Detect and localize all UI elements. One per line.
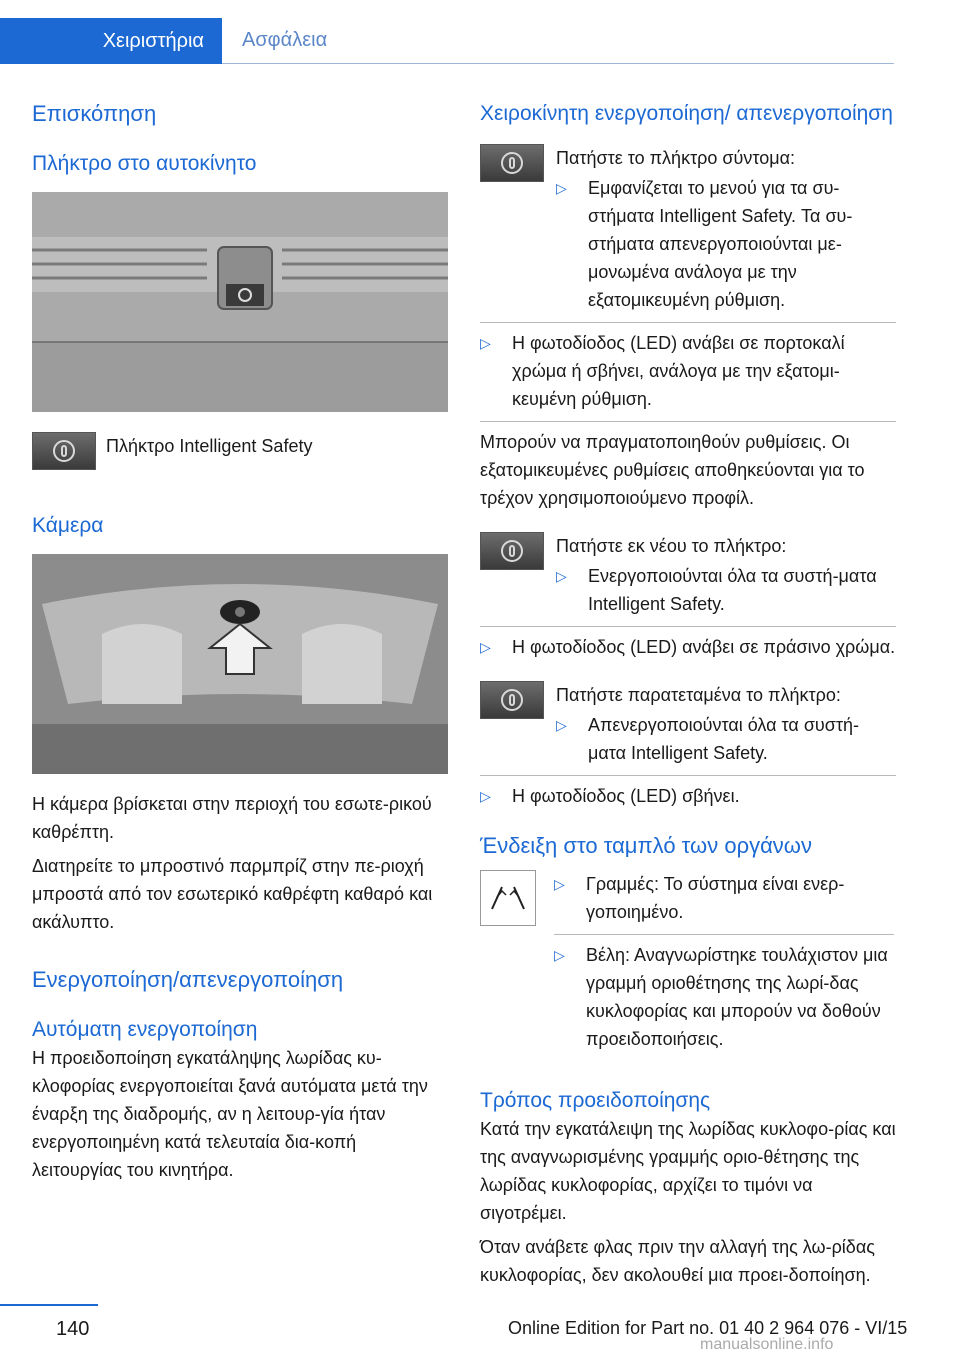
edition-text: Online Edition for Part no. 01 40 2 964 076 - VI/15 xyxy=(508,1318,908,1338)
overview-heading: Επισκόπηση xyxy=(32,101,157,126)
press-again-block xyxy=(480,532,896,618)
divider xyxy=(480,421,896,422)
intelligent-safety-button-icon xyxy=(480,681,544,719)
camera-text-2: Διατηρείτε το μπροστινό παρμπρίζ στην πε-ριοχή μπροστά από τον εσωτερικό καθρέφτη καθαρό και ακάλυπτο. xyxy=(32,856,433,932)
intelligent-safety-button-icon xyxy=(480,144,544,182)
auto-activation-heading: Αυτόματη ενεργοποίηση xyxy=(32,1018,258,1041)
bullet-triangle-icon: ▷ xyxy=(556,568,567,584)
footer-line xyxy=(0,1304,98,1306)
list-item: ▷ Η φωτοδίοδος (LED) ανάβει σε πορτοκαλί χρώμα ή σβήνει, ανάλογα με την εξατομι-κευμένη ρύθμιση. xyxy=(480,329,896,413)
button-section-heading: Πλήκτρο στο αυτοκίνητο xyxy=(32,152,257,175)
list-item: ▷ Βέλη: Αναγνωρίστηκε τουλάχιστον μια γραμμή οριοθέτησης της λωρί-δας κυκλοφορίας και μπορούν να δοθούν προειδοποιήσεις. xyxy=(554,941,894,1053)
press-long-text: Πατήστε παρατεταμένα το πλήκτρο: xyxy=(556,685,841,705)
button-legend xyxy=(32,432,448,470)
divider xyxy=(554,934,894,935)
list-item: ▷ Ενεργοποιούνται όλα τα συστή-ματα Intelligent Safety. xyxy=(556,562,896,618)
tab-safety[interactable]: Ασφάλεια xyxy=(222,18,894,64)
settings-text: Μπορούν να πραγματοποιηθούν ρυθμίσεις. Οι εξατομικευμένες ρυθμίσεις αποθηκεύονται για το τρέχον χρησιμοποιούμενο προφίλ. xyxy=(480,432,865,508)
camera-heading: Κάμερα xyxy=(32,514,104,537)
camera-text-1: Η κάμερα βρίσκεται στην περιοχή του εσωτε-ρικού καθρέπτη. xyxy=(32,794,432,842)
press-short-block xyxy=(480,144,896,314)
list-item: ▷ Γραμμές: Το σύστημα είναι ενερ-γοποιημένο. xyxy=(554,870,894,926)
page-number: 140 xyxy=(56,1318,90,1340)
bullet-triangle-icon: ▷ xyxy=(556,717,567,733)
lane-lines-icon xyxy=(480,870,536,926)
warning-text-1: Κατά την εγκατάλειψη της λωρίδας κυκλοφο-ρίας και της αναγνωρισμένης γραμμής οριο-θέτησης της λωρίδας κυκλοφορίας, αρχίζει το τιμόνι να σιγοτρέμει. xyxy=(480,1119,896,1223)
bullet-triangle-icon: ▷ xyxy=(480,788,491,804)
bullet-triangle-icon: ▷ xyxy=(554,947,565,963)
header-bar xyxy=(0,0,960,64)
activation-heading: Ενεργοποίηση/απενεργοποίηση xyxy=(32,967,344,992)
press-again-text: Πατήστε εκ νέου το πλήκτρο: xyxy=(556,536,787,556)
intelligent-safety-button-icon xyxy=(32,432,96,470)
display-block xyxy=(480,870,896,1053)
bullet-triangle-icon: ▷ xyxy=(556,180,567,196)
right-column xyxy=(480,100,896,1289)
manual-activation-heading: Χειροκίνητη ενεργοποίηση/ απενεργοποίηση xyxy=(480,102,893,125)
list-item: ▷ Η φωτοδίοδος (LED) ανάβει σε πράσινο χρώμα. xyxy=(480,633,896,661)
list-item: ▷ Απενεργοποιούνται όλα τα συστή-ματα Intelligent Safety. xyxy=(556,711,896,767)
divider xyxy=(480,775,896,776)
list-item: ▷ Εμφανίζεται το μενού για τα συ-στήματα Intelligent Safety. Τα συ-στήματα απενεργοποιούνται με-μονωμένα ανάλογα με την εξατομικευμένη ρύθμιση. xyxy=(556,174,896,314)
display-heading: Ένδειξη στο ταμπλό των οργάνων xyxy=(480,833,812,858)
windshield-camera-illustration xyxy=(32,554,448,774)
header-underline xyxy=(0,63,222,64)
auto-activation-text: Η προειδοποίηση εγκατάληψης λωρίδας κυ-κλοφορίας ενεργοποιείται ξανά αυτόματα μετά την έναρξη της διαδρομής, αν η λειτουρ-γία ήταν ενεργοποιημένη κατά τελευταία δια-κοπή λειτουργίας του κινητήρα. xyxy=(32,1048,428,1180)
watermark: manualsonline.info xyxy=(700,1336,834,1353)
list-item: ▷ Η φωτοδίοδος (LED) σβήνει. xyxy=(480,782,896,810)
divider xyxy=(480,626,896,627)
warning-text-2: Όταν ανάβετε φλας πριν την αλλαγή της λω-ρίδας κυκλοφορίας, δεν ακολουθεί μια προει-δοποίηση. xyxy=(480,1237,875,1285)
button-photo xyxy=(32,192,448,412)
camera-photo xyxy=(32,554,448,774)
tab-controls[interactable]: Χειριστήρια xyxy=(0,18,222,64)
left-column xyxy=(32,100,448,1184)
dashboard-vents-illustration xyxy=(32,192,448,412)
button-caption: Πλήκτρο Intelligent Safety xyxy=(106,436,313,456)
divider xyxy=(480,322,896,323)
bullet-triangle-icon: ▷ xyxy=(480,639,491,655)
intelligent-safety-button-icon xyxy=(480,532,544,570)
bullet-triangle-icon: ▷ xyxy=(480,335,491,351)
bullet-triangle-icon: ▷ xyxy=(554,876,565,892)
warning-heading: Τρόπος προειδοποίησης xyxy=(480,1089,711,1112)
press-long-block xyxy=(480,681,896,767)
press-short-text: Πατήστε το πλήκτρο σύντομα: xyxy=(556,148,796,168)
